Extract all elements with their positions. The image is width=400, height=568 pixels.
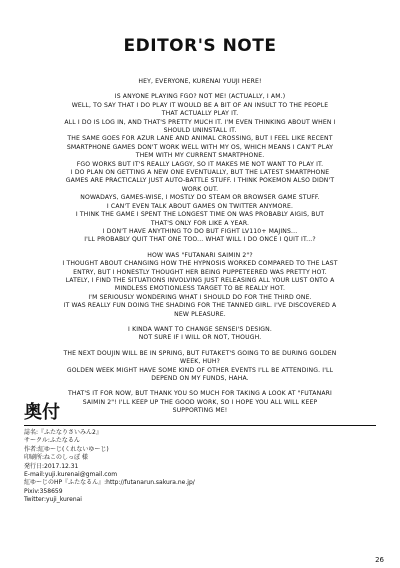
note-paragraph <box>14 252 386 319</box>
note-line: NEW PLEASURE. <box>174 310 226 318</box>
note-line: HOW WAS "FUTANARI SAIMIN 2"? <box>147 251 253 259</box>
colophon-entry: 誌名:『ふたなりさいみん2』 <box>24 429 102 436</box>
note-line: THEM WITH MY CURRENT SMARTPHONE. <box>135 152 265 160</box>
colophon-entry: Pixiv:358659 <box>24 487 63 495</box>
note-line: I DON'T HAVE ANYTHING TO DO BUT FIGHT LV110+ MAJINS... <box>102 227 298 235</box>
note-line: THE SAME GOES FOR AZUR LANE AND ANIMAL CROSSING, BUT I FEEL LIKE RECENT <box>67 135 333 143</box>
note-paragraph <box>14 326 386 343</box>
note-line: I THOUGHT ABOUT CHANGING HOW THE HYPNOSIS WORKED COMPARED TO THE LAST <box>62 260 338 268</box>
note-line: HEY, EVERYONE, KURENAI YUUJI HERE! <box>138 78 262 85</box>
note-line: THE NEXT DOUJIN WILL BE IN SPRING, BUT FUTAKET'S GOING TO BE DURING GOLDEN <box>63 349 337 357</box>
note-line: NOT SURE IF I WILL OR NOT, THOUGH. <box>138 334 262 342</box>
note-line: I KINDA WANT TO CHANGE SENSEI'S DESIGN. <box>128 325 272 333</box>
note-line: ALL I DO IS LOG IN, AND THAT'S PRETTY MUCH IT. I'M EVEN THINKING ABOUT WHEN I <box>64 118 336 126</box>
note-paragraph <box>14 350 386 384</box>
colophon-entries <box>24 429 376 505</box>
note-line: WORK OUT. <box>181 185 219 193</box>
page-number: 26 <box>375 556 384 564</box>
note-line: I DO PLAN ON GETTING A NEW ONE EVENTUALLY, BUT THE LATEST SMARTPHONE <box>70 169 330 177</box>
note-line: THAT'S IT FOR NOW, BUT THANK YOU SO MUCH FOR TAKING A LOOK AT "FUTANARI <box>68 390 332 398</box>
note-line: WEEK, HUH? <box>180 358 220 366</box>
note-line: IT WAS REALLY FUN DOING THE SHADING FOR THE TANNED GIRL. I'VE DISCOVERED A <box>63 302 337 310</box>
note-line: I'M SERIOUSLY WONDERING WHAT I SHOULD DO FOR THE THIRD ONE. <box>88 293 312 301</box>
note-line: ENTRY, BUT I HONESTLY THOUGHT HER BEING PUPPETEERED WAS PRETTY HOT. <box>73 268 327 276</box>
note-line: THAT'S ONLY FOR LIKE A YEAR. <box>150 219 250 227</box>
colophon-entry: 印刷所:ねこのしっぽ 様 <box>24 454 88 462</box>
colophon-entry: 紅ゆーじのHP『ふたなるん』:http://futanarun.sakura.ne.jp/ <box>24 479 195 487</box>
colophon-entry: Twitter:yuji_kurenai <box>24 496 82 504</box>
note-paragraph <box>14 93 386 244</box>
note-line: LATELY, I FIND THE SITUATIONS INVOLVING JUST RELEASING ALL YOUR LUST ONTO A <box>65 276 335 284</box>
note-line: I'LL PROBABLY QUIT THAT ONE TOO... WHAT WILL I DO ONCE I QUIT IT...? <box>84 236 316 244</box>
note-line: IS ANYONE PLAYING FGO? NOT ME! (ACTUALLY, I AM.) <box>114 93 286 101</box>
note-line: FGO WORKS BUT IT'S REALLY LAGGY, SO IT MAKES ME NOT WANT TO PLAY IT. <box>76 160 324 168</box>
note-line: THAT ACTUALLY PLAY IT. <box>161 110 239 118</box>
colophon-heading: 奥付 <box>24 402 60 423</box>
note-line: SUPPORTING ME! <box>172 407 228 415</box>
note-line: MINDLESS EMOTIONLESS TARGET TO BE REALLY HOT. <box>114 285 286 293</box>
note-line: SHOULD UNINSTALL IT. <box>163 127 237 135</box>
colophon <box>24 403 376 505</box>
note-line: I CAN'T EVEN TALK ABOUT GAMES ON TWITTER ANYMORE. <box>106 202 294 210</box>
colophon-entry: 発行日:2017.12.31 <box>24 462 79 470</box>
note-line: GAMES ARE PRACTICALLY JUST AUTO-BATTLE STUFF. I THINK POKEMON ALSO DIDN'T <box>65 177 335 185</box>
colophon-entry: E-mail:yuji.kurenai@gmail.com <box>24 471 118 479</box>
note-line: SAIMIN 2"! I'LL KEEP UP THE GOOD WORK, SO I HOPE YOU ALL WILL KEEP <box>82 398 318 406</box>
colophon-divider <box>24 425 376 426</box>
editors-note-body <box>14 78 386 423</box>
note-line: NOWADAYS, GAMES-WISE, I MOSTLY DO STEAM OR BROWSER GAME STUFF. <box>80 194 320 202</box>
note-line: DEPEND ON MY FUNDS, HAHA. <box>151 375 249 382</box>
colophon-entry: サークル:ふたなるん <box>24 437 80 445</box>
colophon-entry: 作者:紅ゆーじ(くれないゆーじ) <box>24 445 109 453</box>
page-title: EDITOR'S NOTE <box>123 36 277 56</box>
note-line: SMARTPHONE GAMES DON'T WORK WELL WITH MY OS, WHICH MEANS I CAN'T PLAY <box>66 143 334 151</box>
note-paragraph <box>14 78 386 86</box>
note-line: WELL, TO SAY THAT I DO PLAY IT WOULD BE A BIT OF AN INSULT TO THE PEOPLE <box>71 101 329 109</box>
note-line: GOLDEN WEEK MIGHT HAVE SOME KIND OF OTHER EVENTS I'LL BE ATTENDING. I'LL <box>66 366 334 374</box>
note-line: I THINK THE GAME I SPENT THE LONGEST TIME ON WAS PROBABLY AIGIS, BUT <box>75 211 325 219</box>
